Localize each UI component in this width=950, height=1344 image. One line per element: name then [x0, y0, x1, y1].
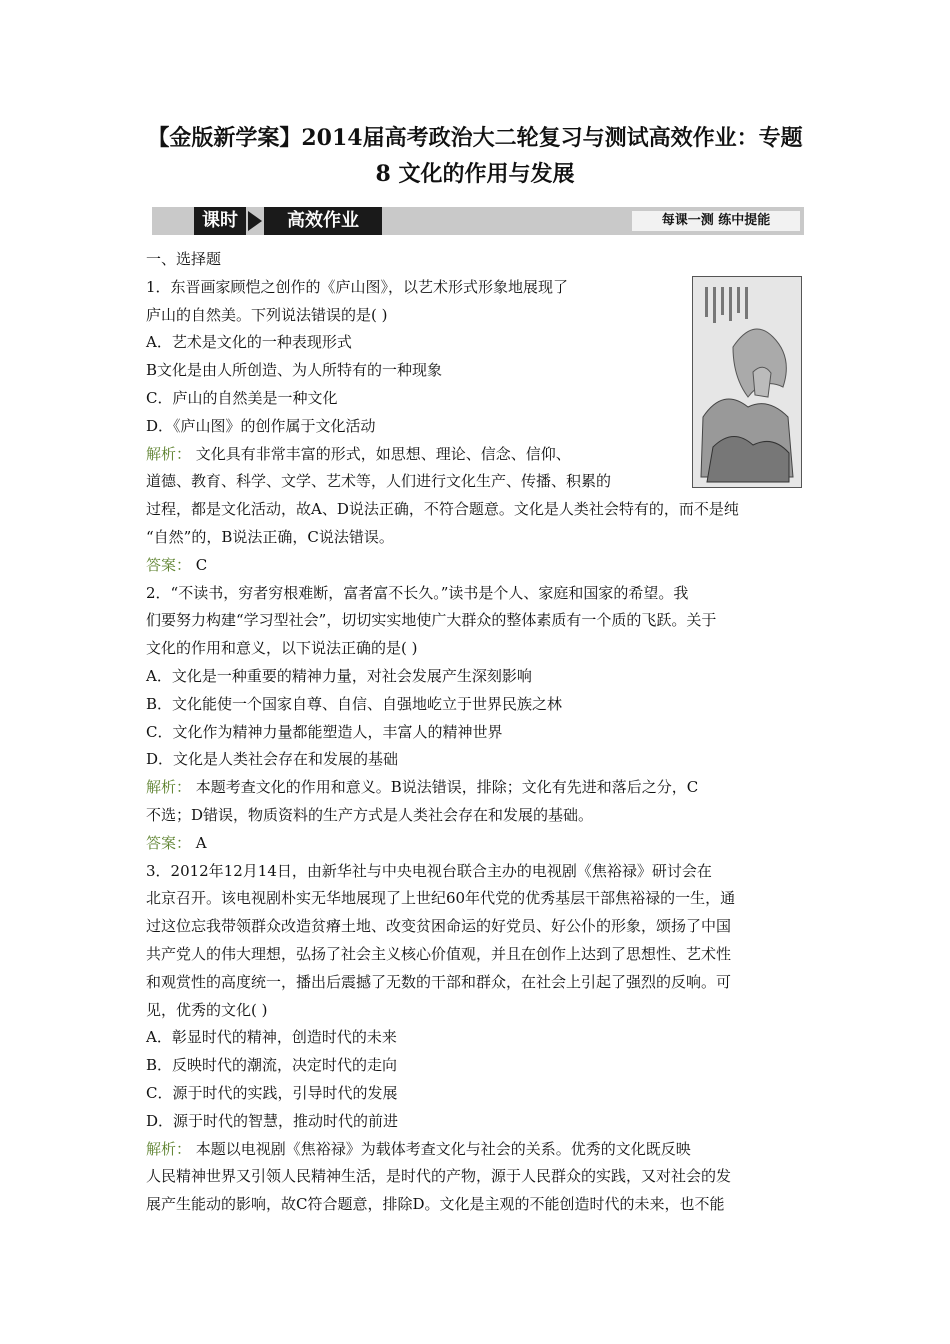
text-line: [146, 274, 568, 301]
banner-slogan: 每课一测 练中提能: [632, 211, 800, 231]
painting-illustration: [693, 277, 801, 487]
line-text: 见，优秀的文化( ): [146, 1000, 268, 1019]
text-line: [146, 552, 207, 579]
line-text: 过程，都是文化活动，故A、D说法正确，不符合题意。文化是人类社会特有的，而不是纯: [146, 500, 739, 519]
text-line: [146, 524, 394, 551]
line-text: 文化具有非常丰富的形式，如思想、理论、信念、信仰、: [191, 444, 571, 463]
banner-tag-lesson: 课时: [194, 207, 246, 235]
answer-label: 答案：: [146, 833, 192, 852]
line-text: C．文化作为精神力量都能塑造人，丰富人的精神世界: [146, 722, 503, 741]
answer-label: 解析：: [146, 778, 192, 797]
text-line: [146, 302, 387, 329]
line-text: C: [191, 555, 208, 574]
line-text: A: [191, 833, 207, 852]
line-text: 共产党人的伟大理想，弘扬了社会主义核心价值观，并且在创作上达到了思想性、艺术性: [146, 945, 732, 963]
line-text: 和观赏性的高度统一，播出后震撼了无数的干部和群众，在社会上引起了强烈的反响。可: [146, 972, 732, 991]
line-text: D．《庐山图》的创作属于文化活动: [146, 416, 376, 435]
text-line: [146, 1191, 725, 1218]
text-line: [146, 719, 502, 746]
banner-arrow-icon: [248, 211, 262, 231]
line-text: 道德、教育、科学、文学、艺术等，人们进行文化生产、传播、积累的: [146, 472, 612, 491]
text-line: [146, 1136, 691, 1163]
text-line: [146, 802, 593, 829]
text-line: [146, 746, 398, 773]
text-line: [146, 774, 698, 801]
text-line: [146, 997, 267, 1024]
line-text: A．文化是一种重要的精神力量，对社会发展产生深刻影响: [146, 667, 532, 685]
answer-label: 答案：: [146, 555, 192, 574]
line-text: C．庐山的自然美是一种文化: [146, 389, 338, 407]
text-line: [146, 1024, 397, 1051]
line-text: 庐山的自然美。下列说法错误的是( ): [146, 305, 388, 324]
text-line: [146, 496, 739, 523]
text-line: [146, 468, 611, 495]
text-line: [146, 1052, 397, 1079]
section-heading: 一、选择题: [146, 250, 222, 268]
text-line: [146, 913, 731, 940]
banner-tag-homework: 高效作业: [264, 207, 382, 235]
line-text: 3．2012年12月14日，由新华社与中央电视台联合主办的电视剧《焦裕禄》研讨会在: [146, 861, 712, 880]
lushan-painting-image: [692, 276, 802, 488]
text-line: [146, 607, 716, 634]
text-line: [146, 329, 352, 356]
text-line: [146, 385, 337, 412]
text-line: [146, 691, 562, 718]
line-text: 展产生能动的影响，故C符合题意，排除D。文化是主观的不能创造时代的未来，也不能: [146, 1195, 725, 1214]
line-text: “自然”的，B说法正确，C说法错误。: [146, 528, 394, 546]
section-banner: [152, 207, 804, 235]
line-text: 北京召开。该电视剧朴实无华地展现了上世纪60年代党的优秀基层干部焦裕禄的一生，通: [146, 889, 736, 908]
title-line-1: 【金版新学案】2014届高考政治大二轮复习与测试高效作业：专题: [147, 125, 803, 151]
text-line: [146, 1080, 397, 1107]
line-text: A．彰显时代的精神，创造时代的未来: [146, 1028, 397, 1047]
text-line: [146, 858, 712, 885]
line-text: 过这位忘我带领群众改造贫瘠土地、改变贫困命运的好党员、好公仆的形象，颂扬了中国: [146, 917, 732, 936]
line-text: 1．东晋画家顾恺之创作的《庐山图》，以艺术形式形象地展现了: [146, 277, 569, 296]
text-line: [146, 441, 571, 468]
line-text: 2．“不读书，穷者穷根难断，富者富不长久。”读书是个人、家庭和国家的希望。我: [146, 583, 689, 602]
text-line: [146, 580, 688, 607]
line-text: D．文化是人类社会存在和发展的基础: [146, 750, 399, 769]
line-text: 们要努力构建“学习型社会”，切切实实地使广大群众的整体素质有一个质的飞跃。关于: [146, 611, 717, 630]
answer-label: 解析：: [146, 1139, 192, 1158]
text-line: [146, 1108, 398, 1135]
text-line: [146, 830, 207, 857]
line-text: B．反映时代的潮流，决定时代的走向: [146, 1056, 398, 1075]
line-text: 人民精神世界又引领人民精神生活，是时代的产物，源于人民群众的实践，又对社会的发: [146, 1167, 732, 1186]
answer-label: 解析：: [146, 444, 192, 463]
text-line: [146, 1163, 731, 1190]
line-text: 本题考查文化的作用和意义。B说法错误，排除；文化有先进和落后之分，C: [191, 778, 699, 797]
text-line: [146, 635, 417, 662]
text-line: [146, 413, 376, 440]
line-text: 文化的作用和意义，以下说法正确的是( ): [146, 639, 418, 658]
line-text: B．文化能使一个国家自尊、自信、自强地屹立于世界民族之林: [146, 694, 563, 713]
line-text: 不选；D错误，物质资料的生产方式是人类社会存在和发展的基础。: [146, 806, 594, 824]
line-text: D．源于时代的智慧，推动时代的前进: [146, 1111, 399, 1130]
text-line: [146, 357, 442, 384]
line-text: C．源于时代的实践，引导时代的发展: [146, 1084, 398, 1102]
title-line-2: 8 文化的作用与发展: [375, 161, 575, 187]
line-text: A．艺术是文化的一种表现形式: [146, 333, 352, 352]
line-text: 本题以电视剧《焦裕禄》为载体考查文化与社会的关系。优秀的文化既反映: [191, 1139, 691, 1158]
line-text: B文化是由人所创造、为人所特有的一种现象: [146, 361, 443, 380]
text-line: [146, 969, 731, 996]
text-line: [146, 663, 532, 690]
text-line: [146, 941, 731, 968]
text-line: [146, 885, 735, 912]
document-title: [120, 120, 830, 192]
